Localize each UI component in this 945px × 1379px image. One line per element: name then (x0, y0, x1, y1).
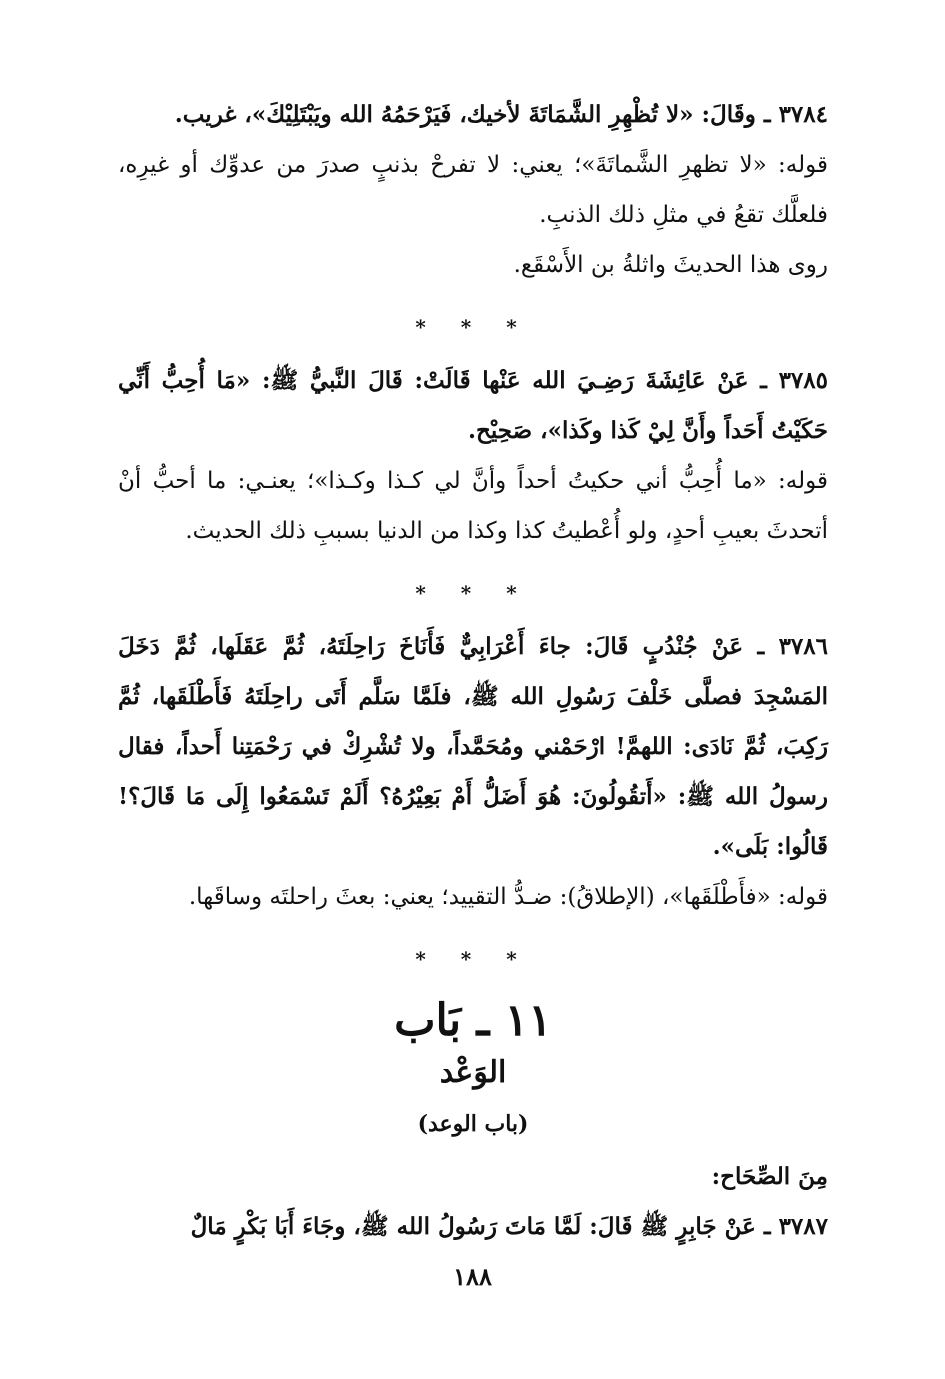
hadith-3784 (118, 90, 828, 290)
chapter-title: الوَعْد (439, 1055, 507, 1090)
hadith-commentary: قوله: «ما أُحِبُّ أني حكيتُ أحداً وأنَّ لي كـذا وكـذا»؛ يعنـي: ما أحبُّ أنْ أتحدثَ بعيبِ أحدٍ، ولو أُعْطيتُ كذا وكذا من الدنيا بسببِ ذلك الحديث. (118, 468, 828, 544)
hadith-3785 (118, 356, 828, 556)
hadith-text: ٣٧٨٤ ـ وقَالَ: «لا تُظْهِرِ الشَّمَاتَةَ لأخيك، فَيَرْحَمُهُ الله ويَبْتَلِيْكَ»، غريب. (174, 101, 828, 128)
hadith-text: ٣٧٨٥ ـ عَنْ عَائِشَةَ رَضِـيَ الله عَنْها قَالَتْ: قَالَ النَّبيُّ ﷺ: «مَا أُحِبُّ أَنِّي حَكَيْتُ أَحَداً وأَنَّ لِيْ كَذا وكَذا»، صَحِيْح. (118, 367, 828, 444)
page-number: ١٨٨ (453, 1262, 492, 1291)
chapter-subtitle: (باب الوعد) (417, 1111, 529, 1137)
section-separator: * * * (415, 947, 531, 971)
section-separator: * * * (415, 581, 531, 605)
chapter-heading (118, 992, 828, 1152)
chapter-number: ١١ ـ بَاب (394, 995, 552, 1046)
hadith-text: ٣٧٨٦ ـ عَنْ جُنْدُبٍ قَالَ: جاءَ أَعْرَابِيٌّ فَأَنَاخَ رَاحِلَتَهُ، ثُمَّ عَقَلَها، ثُمَّ دَخَلَ المَسْجِدَ فصلَّى خَلْفَ رَسُولِ الله ﷺ، فلَمَّا سَلَّم أَتَى راحِلَتَهُ فَأَطْلَقَها، ثُمَّ رَكِبَ، ثُمَّ نَادَى: اللهمَّ! ارْحَمْني ومُحَمَّداً، ولا تُشْرِكْ في رَحْمَتِنا أَحداً، فقال رسولُ الله ﷺ: «أَتقُولُونَ: هُوَ أَضَلُّ أَمْ بَعِيْرُهُ؟ أَلَمْ تَسْمَعُوا إِلَى مَا قَالَ؟! قَالُوا: بَلَى». (118, 633, 828, 860)
section-label: مِنَ الصِّحَاح: (711, 1163, 828, 1190)
text-column (118, 90, 828, 1252)
hadith-commentary: قوله: «فأَطْلَقَها»، (الإطلاقُ): ضـدُّ التقييد؛ يعني: بعثَ راحلتَه وساقَها. (188, 884, 828, 910)
section-separator: * * * (415, 315, 531, 339)
hadith-commentary: قوله: «لا تظهرِ الشَّماتَةَ»؛ يعني: لا تفرحْ بذنبٍ صدرَ من عدوِّك أو غيرِه، فلعلَّك تقعُ في مثلِ ذلك الذنبِ. (118, 152, 828, 228)
hadith-3787-text: ٣٧٨٧ ـ عَنْ جَابِرٍ ﷺ قَالَ: لَمَّا مَاتَ رَسُولُ الله ﷺ، وجَاءَ أَبَا بَكْرٍ مَالٌ (190, 1213, 828, 1240)
hadith-narrator: روى هذا الحديثَ واثلةُ بن الأَسْقَع. (513, 252, 828, 278)
hadith-3786 (118, 622, 828, 922)
